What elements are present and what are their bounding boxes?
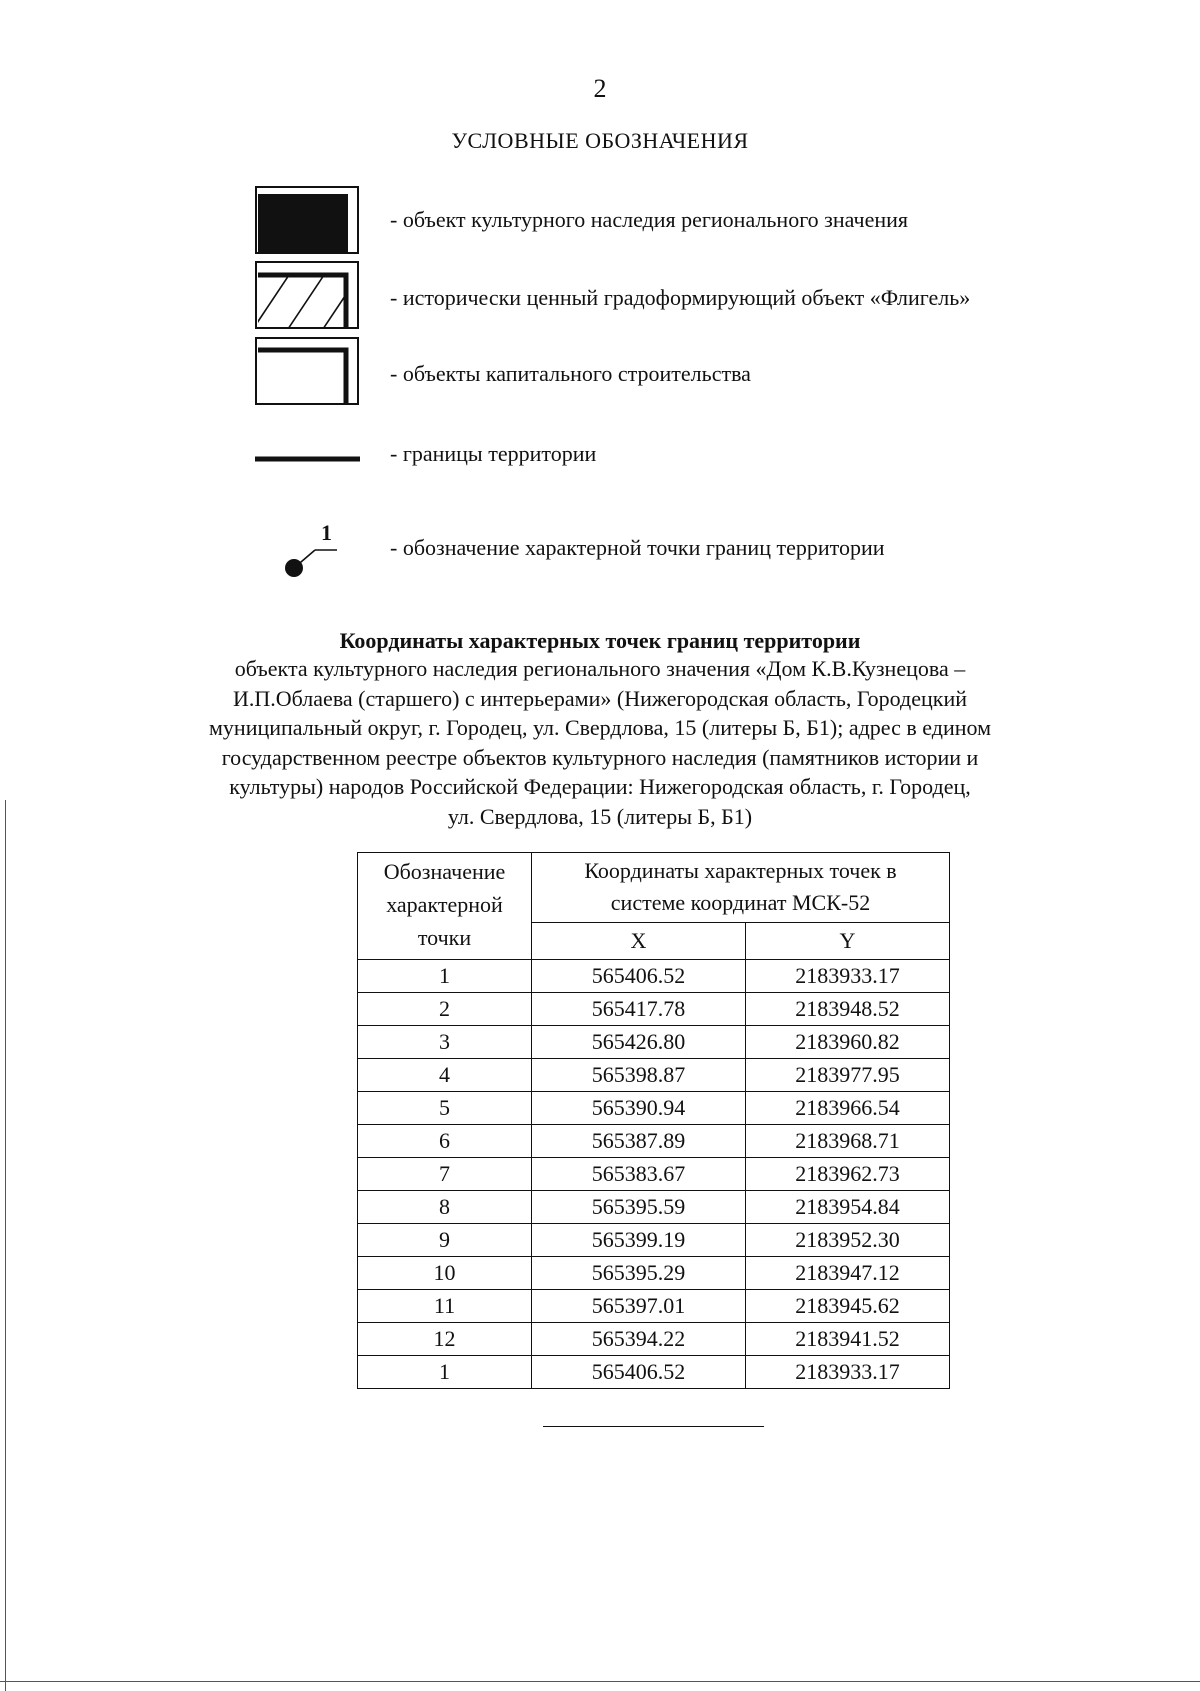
cell-y: 2183954.84 — [746, 1191, 950, 1224]
end-divider — [543, 1426, 764, 1427]
legend-text: - объект культурного наследия регионального значения — [390, 207, 909, 232]
table-row — [358, 1026, 950, 1059]
legend-text: - объекты капитального строительства — [390, 361, 751, 386]
cell-point: 1 — [358, 1356, 532, 1389]
table-row — [358, 993, 950, 1026]
cell-x: 565390.94 — [532, 1092, 746, 1125]
legend-text: - границы территории — [390, 441, 597, 466]
cell-point: 12 — [358, 1323, 532, 1356]
cell-x: 565406.52 — [532, 960, 746, 993]
cell-y: 2183947.12 — [746, 1257, 950, 1290]
legend-item-capital — [255, 337, 1055, 421]
hatched-building-icon — [255, 261, 360, 331]
legend-item-historic — [255, 261, 1055, 345]
cell-point: 6 — [358, 1125, 532, 1158]
cell-x: 565387.89 — [532, 1125, 746, 1158]
table-row — [358, 1257, 950, 1290]
cell-x: 565398.87 — [532, 1059, 746, 1092]
table-header-row — [358, 853, 950, 923]
cell-y: 2183945.62 — [746, 1290, 950, 1323]
cell-x: 565417.78 — [532, 993, 746, 1026]
legend-text: - обозначение характерной точки границ территории — [390, 535, 885, 560]
table-row — [358, 1092, 950, 1125]
cell-point: 4 — [358, 1059, 532, 1092]
cell-point: 10 — [358, 1257, 532, 1290]
boundary-line-icon — [255, 440, 360, 470]
outline-building-icon — [255, 337, 360, 407]
header-coordinates-line: Координаты характерных точек в — [584, 858, 897, 883]
description-line: культуры) народов Российской Федерации: Нижегородская область, г. Городец, — [229, 774, 971, 799]
cell-x: 565399.19 — [532, 1224, 746, 1257]
description-line: государственном реестре объектов культурного наследия (памятников истории и — [221, 744, 979, 770]
cell-y: 2183960.82 — [746, 1026, 950, 1059]
description-line: муниципальный округ, г. Городец, ул. Свердлова, 15 (литеры Б, Б1); адрес в едином — [209, 715, 991, 740]
header-coordinates — [532, 853, 950, 923]
cell-point: 9 — [358, 1224, 532, 1257]
legend-item-boundary — [255, 440, 1055, 524]
legend-item-point — [255, 516, 1055, 600]
header-designation-line: точки — [417, 925, 472, 950]
table-row — [358, 1323, 950, 1356]
header-designation — [358, 853, 532, 960]
cell-y: 2183966.54 — [746, 1092, 950, 1125]
cell-y: 2183948.52 — [746, 993, 950, 1026]
header-coordinates-line: системе координат МСК-52 — [610, 890, 871, 915]
table-row — [358, 1125, 950, 1158]
legend-item-heritage — [255, 185, 1055, 269]
cell-y: 2183977.95 — [746, 1059, 950, 1092]
description-line: ул. Свердлова, 15 (литеры Б, Б1) — [447, 803, 753, 829]
cell-point: 3 — [358, 1026, 532, 1059]
cell-y: 2183933.17 — [746, 960, 950, 993]
cell-y: 2183933.17 — [746, 1356, 950, 1389]
cell-x: 565395.59 — [532, 1191, 746, 1224]
cell-y: 2183968.71 — [746, 1125, 950, 1158]
header-designation-line: характерной — [386, 892, 503, 917]
cell-x: 565394.22 — [532, 1323, 746, 1356]
cell-point: 1 — [358, 960, 532, 993]
table-row — [358, 1224, 950, 1257]
table-row — [358, 1158, 950, 1191]
cell-x: 565383.67 — [532, 1158, 746, 1191]
coordinates-table — [357, 852, 950, 1389]
cell-point: 2 — [358, 993, 532, 1026]
coordinates-description — [200, 654, 1000, 831]
cell-point: 11 — [358, 1290, 532, 1323]
table-row — [358, 1290, 950, 1323]
cell-y: 2183941.52 — [746, 1323, 950, 1356]
cell-x: 565426.80 — [532, 1026, 746, 1059]
table-row — [358, 960, 950, 993]
description-line: объекта культурного наследия регионального значения «Дом К.В.Кузнецова – — [234, 656, 966, 681]
cell-y: 2183952.30 — [746, 1224, 950, 1257]
header-x: X — [532, 923, 746, 960]
header-designation-line: Обозначение — [383, 859, 506, 884]
cell-x: 565395.29 — [532, 1257, 746, 1290]
cell-point: 5 — [358, 1092, 532, 1125]
table-row — [358, 1356, 950, 1389]
scan-edge — [5, 800, 6, 1691]
legend-text: - исторически ценный градоформирующий объект «Флигель» — [390, 285, 971, 310]
cell-x: 565406.52 — [532, 1356, 746, 1389]
point-marker-label: 1 — [321, 520, 332, 545]
scan-edge — [0, 1681, 1200, 1682]
cell-x: 565397.01 — [532, 1290, 746, 1323]
cell-y: 2183962.73 — [746, 1158, 950, 1191]
header-y: Y — [746, 923, 950, 960]
page-number: 2 — [593, 74, 607, 103]
coordinates-title: Координаты характерных точек границ территории — [339, 628, 861, 653]
description-line: И.П.Облаева (старшего) с интерьерами» (Нижегородская область, Городецкий — [233, 685, 967, 711]
filled-building-icon — [255, 185, 360, 269]
table-row — [358, 1059, 950, 1092]
cell-point: 8 — [358, 1191, 532, 1224]
cell-point: 7 — [358, 1158, 532, 1191]
table-row — [358, 1191, 950, 1224]
legend-title: УСЛОВНЫЕ ОБОЗНАЧЕНИЯ — [451, 128, 749, 153]
point-marker-icon — [255, 516, 360, 586]
